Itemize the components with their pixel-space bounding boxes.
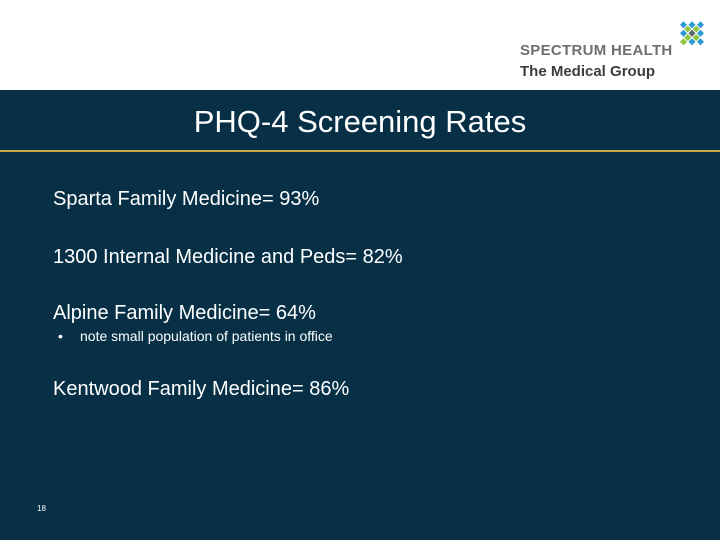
spectrum-logo-icon — [672, 14, 712, 54]
logo-text-primary: SPECTRUM HEALTH — [520, 42, 673, 59]
page-number: 18 — [37, 504, 46, 513]
list-item: Alpine Family Medicine= 64% — [53, 302, 316, 324]
slide-title — [0, 104, 720, 140]
sub-bullet-marker: • — [58, 328, 63, 344]
list-item: Sparta Family Medicine= 93% — [53, 188, 320, 210]
list-subitem: note small population of patients in office — [80, 328, 333, 344]
logo-text-secondary: The Medical Group — [520, 63, 656, 80]
list-item: Kentwood Family Medicine= 86% — [53, 378, 350, 400]
list-item: 1300 Internal Medicine and Peds= 82% — [53, 246, 403, 268]
title-divider — [0, 150, 720, 152]
slide-title-text: PHQ-4 Screening Rates — [193, 104, 527, 139]
header-band — [0, 0, 720, 90]
